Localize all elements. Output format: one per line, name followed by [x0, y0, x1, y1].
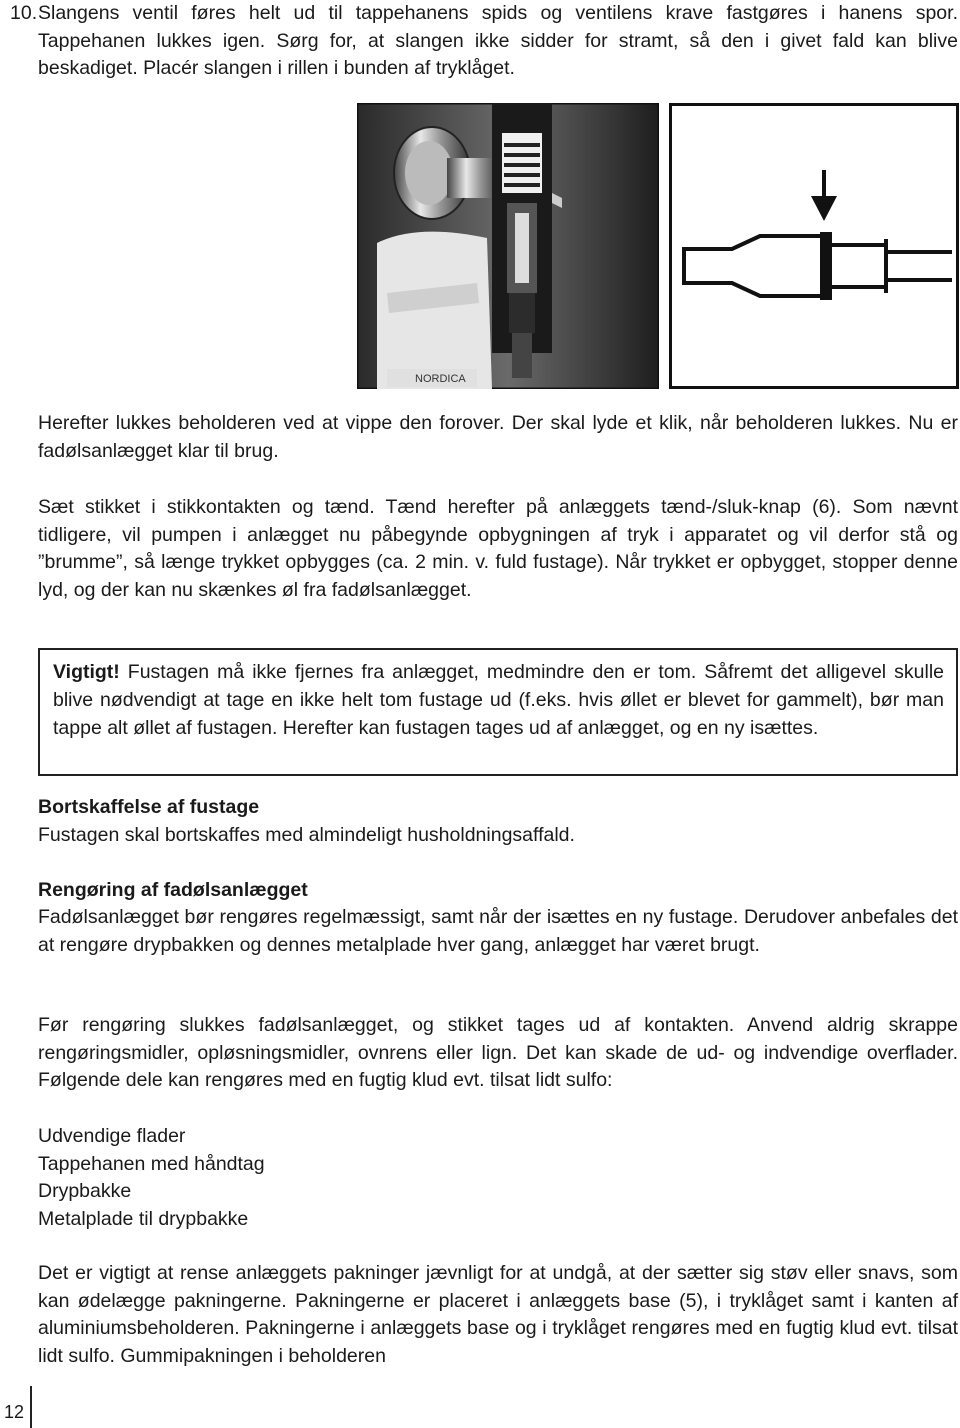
list-item: Udvendige flader [38, 1125, 186, 1147]
hose-valve-diagram [672, 106, 956, 386]
important-label: Vigtigt! [53, 661, 120, 683]
brand-text: NORDICA [415, 373, 466, 385]
cleaning-text-2: Før rengøring slukkes fadølsanlægget, og stikket tages ud af kontakten. Anvend aldrig skrappe rengøringsmidler, opløsningsmidler, ovnrens eller lign. Det kan skade de ud- og indvendige overflader. Følgende dele kan rengøres med en fugtig klud evt. tilsat lidt sulfo: [38, 1014, 958, 1091]
cleaning-list [38, 1123, 265, 1233]
cleaning-text-3: Det er vigtigt at rense anlæggets pakninger jævnligt for at undgå, at der sætter sig støv eller snavs, som kan ødelægge pakningerne. Pakningerne er placeret i anlæggets base (5), i tryklåget samt i kanten af aluminiumsbeholderen. Pakningerne i anlæggets base og i tryklåget rengøres med en fugtig klud evt. tilsat lidt sulfo. Gummipakningen i beholderen [38, 1262, 958, 1367]
para-power: Sæt stikket i stikkontakten og tænd. Tænd herefter på anlæggets tænd-/sluk-knap (6). Som nævnt tidligere, vil pumpen i anlægget nu påbegynde opbygningen af tryk i apparatet og vil derfor stå og ”brumme”, så længe trykket opbygges (ca. 2 min. v. fuld fustage). Når trykket er opbygget, stopper denne lyd, og der kan nu skænkes øl fra fadølsanlægget. [38, 496, 958, 601]
step-10 [10, 0, 958, 83]
para-close: Herefter lukkes beholderen ved at vippe den forover. Der skal lyde et klik, når beholderen lukkes. Nu er fadølsanlægget klar til brug. [38, 412, 958, 462]
cleaning-text-1: Fadølsanlægget bør rengøres regelmæssigt, samt når der isættes en ny fustage. Derudover anbefales det at rengøre drypbakken og dennes metalplade hver gang, anlægget har været brugt. [38, 906, 958, 956]
hose-connector [684, 232, 952, 300]
list-item: Tappehanen med håndtag [38, 1152, 265, 1175]
disposal-heading: Bortskaffelse af fustage [38, 796, 260, 818]
cleaning-heading: Rengøring af fadølsanlægget [38, 879, 308, 901]
list-item: Metalplade til drypbakke [38, 1207, 249, 1230]
important-text: Fustagen må ikke fjernes fra anlægget, medmindre den er tom. Såfremt det alligevel skulle blive nødvendigt at tage en ikke helt tom fustage ud (f.eks. hvis øllet er blevet for gammelt), bør man tappe alt øllet af fustagen. Herefter kan fustagen tages ud af anlægget, og en ny isættes. [53, 661, 944, 739]
tap-photo-illustration [357, 103, 659, 389]
important-notice [38, 648, 958, 776]
hose-diagram [669, 103, 959, 389]
step-number: 10. [10, 2, 38, 24]
list-item: Drypbakke [38, 1180, 132, 1202]
page-number: 12 [4, 1402, 25, 1422]
step-text: Slangens ventil føres helt ud til tappehanens spids og ventilens krave fastgøres i hanens spor. Tappehanen lukkes igen. Sørg for, at slangen ikke sidder for stramt, så den i givet fald kan blive beskadiget. Placér slangen i rillen i bunden af tryklåget. [38, 2, 958, 79]
arrow-down-icon [811, 196, 837, 221]
disposal-text: Fustagen skal bortskaffes med almindeligt husholdningsaffald. [38, 824, 575, 846]
tap-photo [357, 103, 659, 389]
